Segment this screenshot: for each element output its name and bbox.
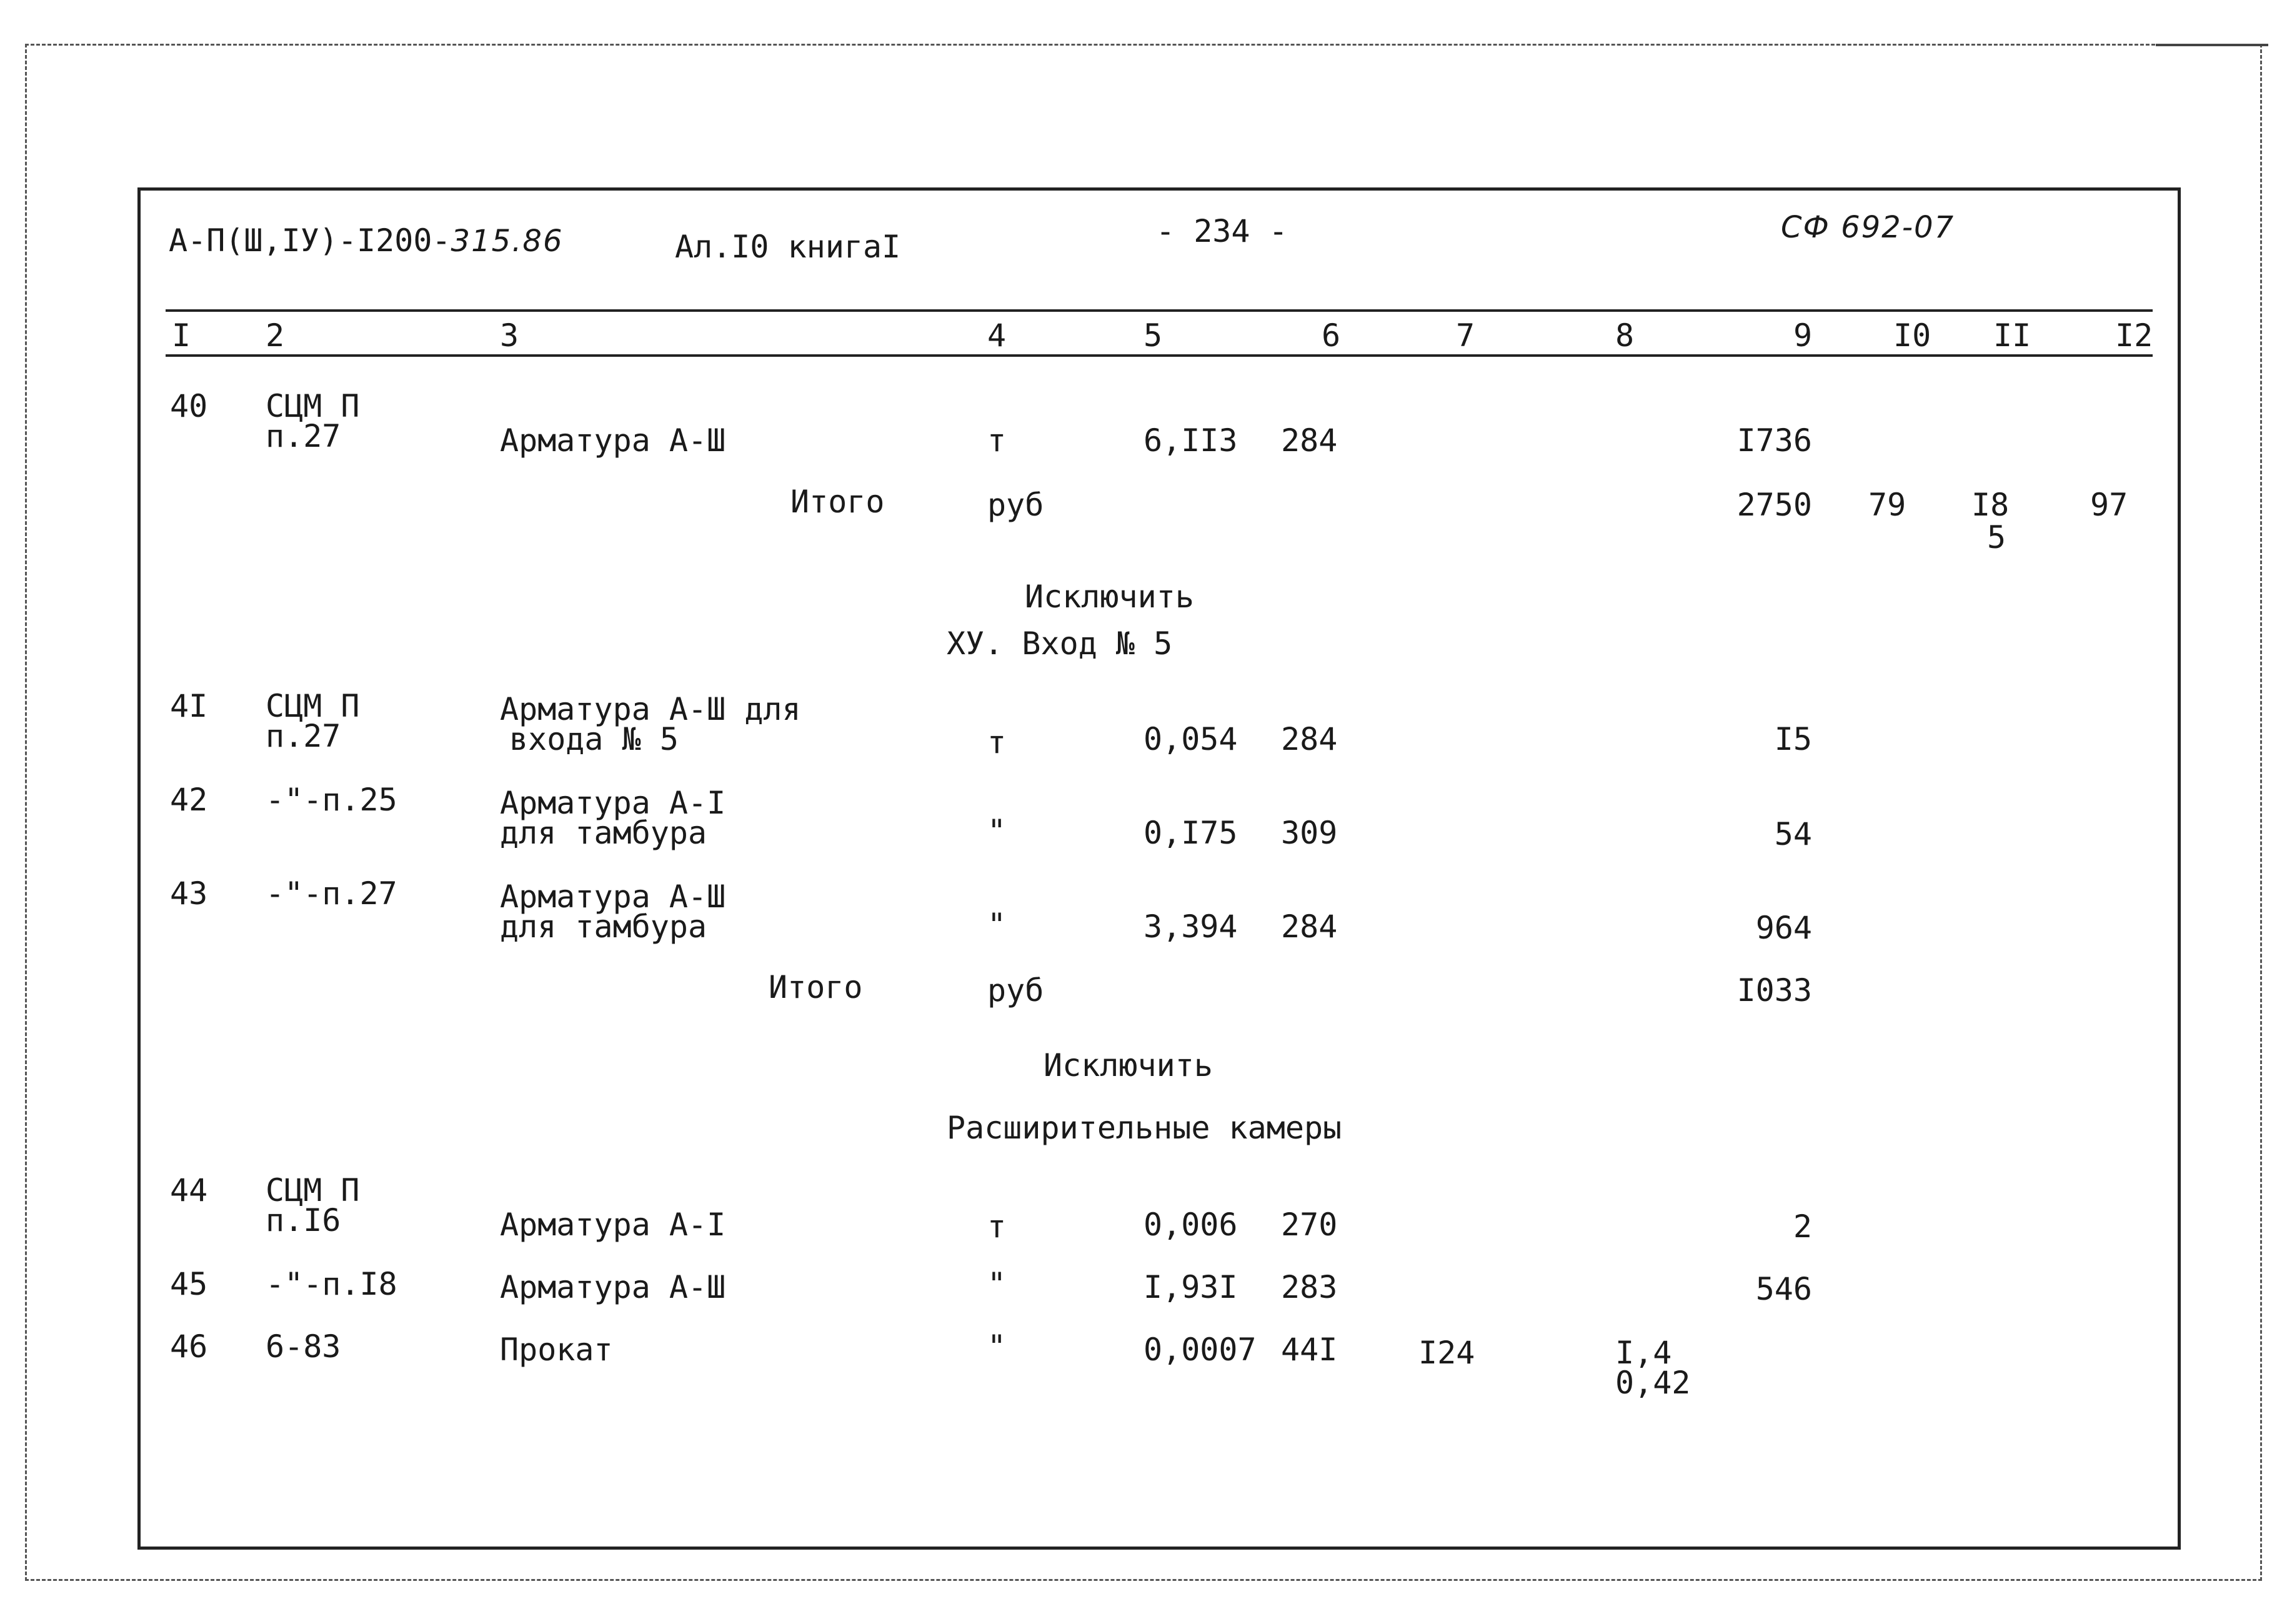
col-header-5: 5: [1144, 317, 1163, 354]
col-header-1: I: [172, 317, 191, 354]
row-46-name: Прокат: [500, 1332, 613, 1368]
row-46-col8-top: I,4: [1615, 1335, 1672, 1371]
row-40-src2: п.27: [266, 418, 341, 454]
col-header-6: 6: [1322, 317, 1341, 354]
row-44-unit: т: [987, 1208, 1007, 1245]
row-44-qty: 0,006: [1144, 1207, 1238, 1243]
row-46-col7: I24: [1418, 1335, 1475, 1371]
row-41-src2: п.27: [266, 718, 341, 754]
col-header-9: 9: [1793, 317, 1813, 354]
row-46-src1: 6-83: [266, 1328, 341, 1365]
row-43-total: 964: [1755, 910, 1812, 946]
total-1-unit: руб: [987, 487, 1044, 523]
row-44-name: Арматура А-I: [500, 1207, 726, 1243]
row-43-unit: ": [987, 907, 1007, 943]
row-41-src1: СЦМ П: [266, 688, 360, 724]
row-46-qty: 0,0007: [1144, 1332, 1257, 1368]
row-40-qty: 6,II3: [1144, 422, 1238, 459]
row-44-src2: п.I6: [266, 1202, 341, 1238]
row-42-unit: ": [987, 813, 1007, 849]
row-45-num: 45: [170, 1266, 208, 1302]
sheet-code: СФ 692-07: [1781, 210, 1955, 245]
row-43-name-line1: Арматура А-Ш: [500, 879, 726, 915]
row-40-unit: т: [987, 422, 1007, 459]
col-header-8: 8: [1615, 317, 1635, 354]
total-1-label: Итого: [790, 484, 885, 520]
row-44-total: 2: [1793, 1208, 1812, 1245]
section-entrance-5-heading: ХУ. Вход № 5: [947, 625, 1173, 662]
row-43-qty: 3,394: [1144, 909, 1238, 945]
total-1-col12: 97: [2090, 487, 2128, 523]
section-exclude-heading-1: Исключить: [1025, 579, 1194, 615]
col-header-11: II: [1993, 317, 2031, 354]
row-42-price: 309: [1281, 815, 1338, 851]
row-43-src1: -"-п.27: [266, 875, 397, 912]
corner-dash-mark: [2156, 44, 2268, 46]
row-45-src1: -"-п.I8: [266, 1266, 397, 1302]
row-45-price: 283: [1281, 1269, 1338, 1305]
album-label: Ал.I0 книгаI: [675, 229, 901, 265]
page-number: - 234 -: [1156, 213, 1288, 249]
row-42-qty: 0,I75: [1144, 815, 1238, 851]
row-46-col8-bottom: 0,42: [1615, 1365, 1691, 1401]
row-40-total: I736: [1736, 422, 1812, 459]
total-2-label: Итого: [769, 969, 863, 1005]
header-rule-top: [166, 309, 2153, 312]
row-44-src1: СЦМ П: [266, 1172, 360, 1208]
section-exclude-heading-2: Исключить: [1044, 1047, 1213, 1083]
row-44-price: 270: [1281, 1207, 1338, 1243]
row-41-total: I5: [1774, 721, 1812, 757]
row-42-name-line2: для тамбура: [500, 815, 707, 851]
document-code-printed: А-П(Ш,IУ)-I200-: [169, 222, 451, 259]
row-46-price: 44I: [1281, 1332, 1338, 1368]
row-40-src1: СЦМ П: [266, 388, 360, 424]
row-46-unit: ": [987, 1328, 1007, 1365]
row-46-num: 46: [170, 1328, 208, 1365]
row-40-name: Арматура А-Ш: [500, 422, 726, 459]
row-41-name-line1: Арматура А-Ш для: [500, 691, 801, 727]
section-expansion-chambers-heading: Расширительные камеры: [947, 1110, 1342, 1146]
col-header-7: 7: [1456, 317, 1475, 354]
row-43-name-line2: для тамбура: [500, 909, 707, 945]
col-header-4: 4: [987, 317, 1007, 354]
row-45-name: Арматура А-Ш: [500, 1269, 726, 1305]
total-2-col9: I033: [1736, 972, 1812, 1009]
total-1-col10: 79: [1868, 487, 1906, 523]
row-42-name-line1: Арматура А-I: [500, 785, 726, 821]
row-43-price: 284: [1281, 909, 1338, 945]
col-header-10: I0: [1893, 317, 1931, 354]
row-44-num: 44: [170, 1172, 208, 1208]
row-42-src1: -"-п.25: [266, 782, 397, 818]
total-1-col11-bottom: 5: [1987, 519, 2006, 555]
col-header-2: 2: [266, 317, 285, 354]
row-45-total: 546: [1755, 1271, 1812, 1307]
row-45-qty: I,93I: [1144, 1269, 1238, 1305]
row-41-num: 4I: [170, 688, 208, 724]
row-40-price: 284: [1281, 422, 1338, 459]
col-header-12: I2: [2115, 317, 2153, 354]
total-1-col9: 2750: [1736, 487, 1812, 523]
row-40-num: 40: [170, 388, 208, 424]
document-code: [169, 222, 564, 259]
total-1-col11-top: I8: [1971, 487, 2010, 523]
row-41-unit: т: [987, 724, 1007, 760]
row-42-num: 42: [170, 782, 208, 818]
row-41-qty: 0,054: [1144, 721, 1238, 757]
row-41-price: 284: [1281, 721, 1338, 757]
row-42-total: 54: [1774, 816, 1812, 852]
total-2-unit: руб: [987, 972, 1044, 1009]
row-43-num: 43: [170, 875, 208, 912]
header-rule-bottom: [166, 354, 2153, 357]
row-41-name-line2: входа № 5: [509, 721, 679, 757]
row-45-unit: ": [987, 1266, 1007, 1302]
document-code-handwritten: 315.86: [451, 224, 564, 259]
col-header-3: 3: [500, 317, 519, 354]
